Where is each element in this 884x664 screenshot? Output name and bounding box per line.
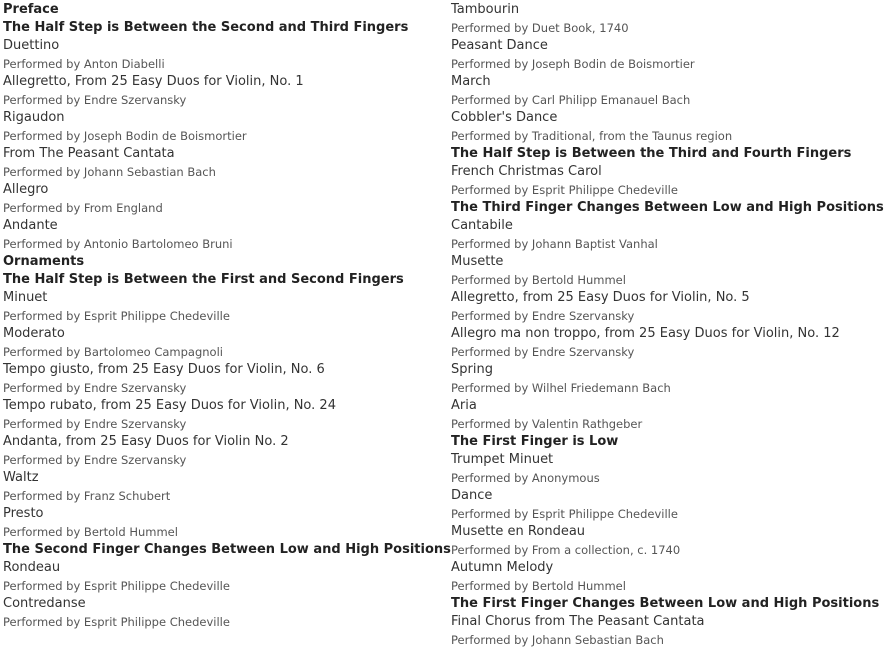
- track-title: Moderato: [3, 326, 65, 341]
- section-heading: The Half Step is Between the Third and Fourth Fingers: [451, 146, 852, 161]
- track-title: French Christmas Carol: [451, 164, 602, 179]
- track-title: Cobbler's Dance: [451, 110, 558, 125]
- track-title: Allegretto, From 25 Easy Duos for Violin, No. 1: [3, 74, 304, 89]
- track-performer: Performed by Valentin Rathgeber: [451, 417, 643, 431]
- track-title: Spring: [451, 362, 493, 377]
- track-title: Rondeau: [3, 560, 61, 575]
- section-heading: The First Finger is Low: [451, 434, 619, 449]
- track-title: Allegro ma non troppo, from 25 Easy Duos for Violin, No. 12: [451, 326, 840, 341]
- track-title: Allegretto, from 25 Easy Duos for Violin, No. 5: [451, 290, 750, 305]
- track-performer: Performed by Endre Szervansky: [3, 93, 187, 107]
- track-title: Dance: [451, 488, 493, 503]
- track-performer: Performed by From a collection, c. 1740: [451, 543, 681, 557]
- track-performer: Performed by Esprit Philippe Chedeville: [3, 615, 230, 629]
- track-title: Tempo giusto, from 25 Easy Duos for Violin, No. 6: [3, 362, 325, 377]
- track-title: Allegro: [3, 182, 49, 197]
- track-list-right-column: [451, 1, 884, 649]
- track-performer: Performed by Endre Szervansky: [3, 381, 187, 395]
- track-performer: Performed by Endre Szervansky: [3, 453, 187, 467]
- track-list-left-column: [3, 1, 451, 631]
- track-title: Tempo rubato, from 25 Easy Duos for Violin, No. 24: [3, 398, 336, 413]
- track-performer: Performed by Esprit Philippe Chedeville: [3, 309, 230, 323]
- section-heading: Ornaments: [3, 254, 85, 269]
- track-title: Minuet: [3, 290, 48, 305]
- track-performer: Performed by From England: [3, 201, 163, 215]
- section-heading: The Half Step is Between the Second and Third Fingers: [3, 20, 409, 35]
- track-title: Final Chorus from The Peasant Cantata: [451, 614, 705, 629]
- track-performer: Performed by Bertold Hummel: [451, 273, 626, 287]
- track-performer: Performed by Bertold Hummel: [3, 525, 178, 539]
- track-performer: Performed by Endre Szervansky: [451, 345, 635, 359]
- track-title: Duettino: [3, 38, 60, 53]
- track-performer: Performed by Johann Sebastian Bach: [451, 633, 664, 647]
- track-title: Presto: [3, 506, 44, 521]
- section-heading: Preface: [3, 2, 59, 17]
- section-heading: The First Finger Changes Between Low and High Positions: [451, 596, 880, 611]
- track-performer: Performed by Anonymous: [451, 471, 600, 485]
- section-heading: The Third Finger Changes Between Low and High Positions: [451, 200, 884, 215]
- track-performer: Performed by Johann Baptist Vanhal: [451, 237, 658, 251]
- track-performer: Performed by Joseph Bodin de Boismortier: [3, 129, 247, 143]
- track-performer: Performed by Esprit Philippe Chedeville: [451, 507, 678, 521]
- track-performer: Performed by Johann Sebastian Bach: [3, 165, 216, 179]
- track-title: Waltz: [3, 470, 39, 485]
- section-heading: The Half Step is Between the First and Second Fingers: [3, 272, 404, 287]
- track-title: March: [451, 74, 491, 89]
- track-title: Trumpet Minuet: [451, 452, 554, 467]
- track-performer: Performed by Franz Schubert: [3, 489, 171, 503]
- track-performer: Performed by Esprit Philippe Chedeville: [3, 579, 230, 593]
- track-title: Peasant Dance: [451, 38, 548, 53]
- track-title: From The Peasant Cantata: [3, 146, 175, 161]
- track-performer: Performed by Bertold Hummel: [451, 579, 626, 593]
- track-performer: Performed by Carl Philipp Emanauel Bach: [451, 93, 691, 107]
- track-performer: Performed by Traditional, from the Taunus region: [451, 129, 733, 143]
- track-title: Aria: [451, 398, 477, 413]
- track-performer: Performed by Esprit Philippe Chedeville: [451, 183, 678, 197]
- track-performer: Performed by Endre Szervansky: [451, 309, 635, 323]
- track-title: Autumn Melody: [451, 560, 554, 575]
- section-heading: The Second Finger Changes Between Low and High Positions: [3, 542, 451, 557]
- track-performer: Performed by Antonio Bartolomeo Bruni: [3, 237, 233, 251]
- track-title: Andanta, from 25 Easy Duos for Violin No. 2: [3, 434, 289, 449]
- track-performer: Performed by Endre Szervansky: [3, 417, 187, 431]
- track-title: Rigaudon: [3, 110, 65, 125]
- track-title: Musette en Rondeau: [451, 524, 586, 539]
- track-title: Musette: [451, 254, 504, 269]
- track-performer: Performed by Wilhel Friedemann Bach: [451, 381, 671, 395]
- track-performer: Performed by Joseph Bodin de Boismortier: [451, 57, 695, 71]
- track-performer: Performed by Anton Diabelli: [3, 57, 165, 71]
- track-title: Andante: [3, 218, 58, 233]
- track-title: Cantabile: [451, 218, 513, 233]
- track-title: Tambourin: [451, 2, 520, 17]
- track-performer: Performed by Bartolomeo Campagnoli: [3, 345, 223, 359]
- track-title: Contredanse: [3, 596, 86, 611]
- track-performer: Performed by Duet Book, 1740: [451, 21, 629, 35]
